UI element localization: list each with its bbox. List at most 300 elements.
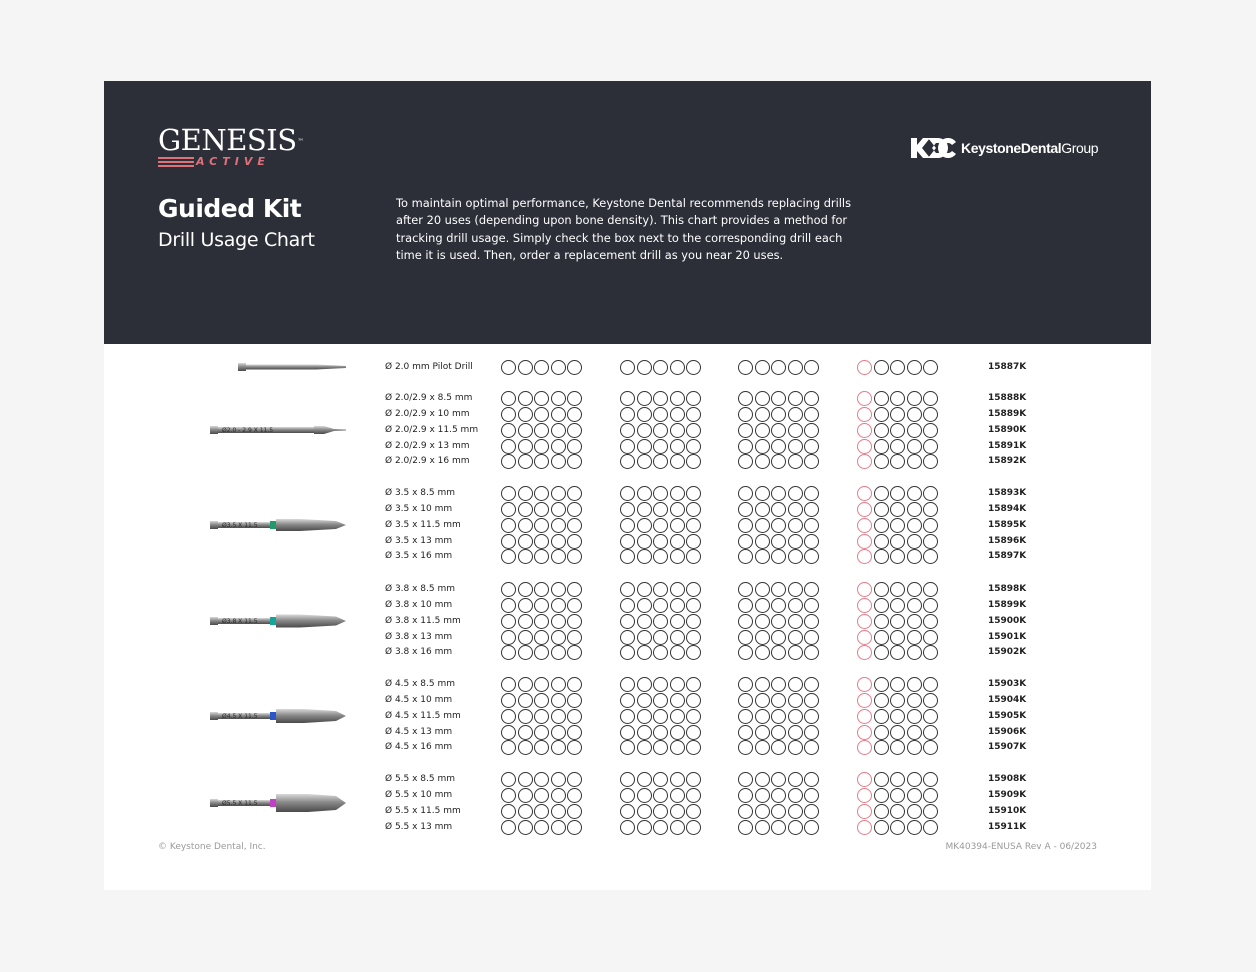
usage-checkbox[interactable] (907, 820, 922, 835)
usage-checkbox[interactable] (923, 788, 938, 803)
usage-checkbox[interactable] (923, 598, 938, 613)
usage-checkbox[interactable] (738, 391, 753, 406)
usage-checkbox[interactable] (653, 439, 668, 454)
usage-checkbox[interactable] (738, 407, 753, 422)
usage-checkbox[interactable] (637, 518, 652, 533)
usage-checkbox[interactable] (771, 439, 786, 454)
usage-checkbox[interactable] (857, 709, 872, 724)
usage-checkbox[interactable] (771, 486, 786, 501)
usage-checkbox[interactable] (686, 709, 701, 724)
usage-checkbox[interactable] (857, 740, 872, 755)
usage-checkbox[interactable] (637, 677, 652, 692)
usage-checkbox[interactable] (755, 423, 770, 438)
usage-checkbox[interactable] (857, 423, 872, 438)
usage-checkbox[interactable] (771, 772, 786, 787)
usage-checkbox[interactable] (501, 598, 516, 613)
usage-checkbox[interactable] (874, 772, 889, 787)
usage-checkbox[interactable] (755, 820, 770, 835)
usage-checkbox[interactable] (923, 614, 938, 629)
usage-checkbox[interactable] (788, 677, 803, 692)
usage-checkbox[interactable] (857, 582, 872, 597)
usage-checkbox[interactable] (907, 677, 922, 692)
usage-checkbox[interactable] (738, 693, 753, 708)
usage-checkbox[interactable] (923, 630, 938, 645)
usage-checkbox[interactable] (653, 502, 668, 517)
usage-checkbox[interactable] (907, 534, 922, 549)
usage-checkbox[interactable] (501, 740, 516, 755)
usage-checkbox[interactable] (874, 502, 889, 517)
usage-checkbox[interactable] (518, 598, 533, 613)
usage-checkbox[interactable] (670, 486, 685, 501)
usage-checkbox[interactable] (567, 740, 582, 755)
usage-checkbox[interactable] (620, 407, 635, 422)
usage-checkbox[interactable] (923, 709, 938, 724)
usage-checkbox[interactable] (890, 630, 905, 645)
usage-checkbox[interactable] (637, 630, 652, 645)
usage-checkbox[interactable] (890, 614, 905, 629)
usage-checkbox[interactable] (874, 549, 889, 564)
usage-checkbox[interactable] (874, 486, 889, 501)
usage-checkbox[interactable] (890, 439, 905, 454)
usage-checkbox[interactable] (771, 630, 786, 645)
usage-checkbox[interactable] (567, 582, 582, 597)
usage-checkbox[interactable] (738, 454, 753, 469)
usage-checkbox[interactable] (501, 614, 516, 629)
usage-checkbox[interactable] (923, 804, 938, 819)
usage-checkbox[interactable] (501, 439, 516, 454)
usage-checkbox[interactable] (755, 709, 770, 724)
usage-checkbox[interactable] (907, 518, 922, 533)
usage-checkbox[interactable] (518, 645, 533, 660)
usage-checkbox[interactable] (907, 454, 922, 469)
usage-checkbox[interactable] (686, 549, 701, 564)
usage-checkbox[interactable] (518, 630, 533, 645)
usage-checkbox[interactable] (551, 502, 566, 517)
usage-checkbox[interactable] (857, 645, 872, 660)
usage-checkbox[interactable] (804, 772, 819, 787)
usage-checkbox[interactable] (534, 423, 549, 438)
usage-checkbox[interactable] (686, 614, 701, 629)
usage-checkbox[interactable] (857, 439, 872, 454)
usage-checkbox[interactable] (738, 549, 753, 564)
usage-checkbox[interactable] (755, 645, 770, 660)
usage-checkbox[interactable] (788, 360, 803, 375)
usage-checkbox[interactable] (771, 423, 786, 438)
usage-checkbox[interactable] (923, 502, 938, 517)
usage-checkbox[interactable] (653, 598, 668, 613)
usage-checkbox[interactable] (567, 454, 582, 469)
usage-checkbox[interactable] (804, 486, 819, 501)
usage-checkbox[interactable] (857, 788, 872, 803)
usage-checkbox[interactable] (890, 693, 905, 708)
usage-checkbox[interactable] (907, 423, 922, 438)
usage-checkbox[interactable] (804, 614, 819, 629)
usage-checkbox[interactable] (551, 740, 566, 755)
usage-checkbox[interactable] (551, 804, 566, 819)
usage-checkbox[interactable] (804, 518, 819, 533)
usage-checkbox[interactable] (738, 709, 753, 724)
usage-checkbox[interactable] (755, 614, 770, 629)
usage-checkbox[interactable] (771, 549, 786, 564)
usage-checkbox[interactable] (653, 645, 668, 660)
usage-checkbox[interactable] (501, 582, 516, 597)
usage-checkbox[interactable] (551, 518, 566, 533)
usage-checkbox[interactable] (518, 693, 533, 708)
usage-checkbox[interactable] (620, 360, 635, 375)
usage-checkbox[interactable] (653, 518, 668, 533)
usage-checkbox[interactable] (788, 788, 803, 803)
usage-checkbox[interactable] (788, 423, 803, 438)
usage-checkbox[interactable] (771, 804, 786, 819)
usage-checkbox[interactable] (890, 598, 905, 613)
usage-checkbox[interactable] (501, 534, 516, 549)
usage-checkbox[interactable] (788, 391, 803, 406)
usage-checkbox[interactable] (637, 391, 652, 406)
usage-checkbox[interactable] (738, 677, 753, 692)
usage-checkbox[interactable] (923, 486, 938, 501)
usage-checkbox[interactable] (686, 518, 701, 533)
usage-checkbox[interactable] (804, 391, 819, 406)
usage-checkbox[interactable] (907, 486, 922, 501)
usage-checkbox[interactable] (804, 549, 819, 564)
usage-checkbox[interactable] (804, 709, 819, 724)
usage-checkbox[interactable] (923, 439, 938, 454)
usage-checkbox[interactable] (534, 614, 549, 629)
usage-checkbox[interactable] (551, 709, 566, 724)
usage-checkbox[interactable] (670, 549, 685, 564)
usage-checkbox[interactable] (788, 598, 803, 613)
usage-checkbox[interactable] (738, 439, 753, 454)
usage-checkbox[interactable] (907, 788, 922, 803)
usage-checkbox[interactable] (923, 582, 938, 597)
usage-checkbox[interactable] (653, 772, 668, 787)
usage-checkbox[interactable] (567, 772, 582, 787)
usage-checkbox[interactable] (686, 486, 701, 501)
usage-checkbox[interactable] (620, 502, 635, 517)
usage-checkbox[interactable] (534, 772, 549, 787)
usage-checkbox[interactable] (670, 693, 685, 708)
usage-checkbox[interactable] (874, 630, 889, 645)
usage-checkbox[interactable] (670, 677, 685, 692)
usage-checkbox[interactable] (788, 614, 803, 629)
usage-checkbox[interactable] (637, 407, 652, 422)
usage-checkbox[interactable] (670, 645, 685, 660)
usage-checkbox[interactable] (620, 709, 635, 724)
usage-checkbox[interactable] (788, 772, 803, 787)
usage-checkbox[interactable] (755, 439, 770, 454)
usage-checkbox[interactable] (637, 439, 652, 454)
usage-checkbox[interactable] (551, 725, 566, 740)
usage-checkbox[interactable] (738, 645, 753, 660)
usage-checkbox[interactable] (738, 598, 753, 613)
usage-checkbox[interactable] (534, 598, 549, 613)
usage-checkbox[interactable] (874, 518, 889, 533)
usage-checkbox[interactable] (890, 804, 905, 819)
usage-checkbox[interactable] (551, 820, 566, 835)
usage-checkbox[interactable] (620, 804, 635, 819)
usage-checkbox[interactable] (804, 630, 819, 645)
usage-checkbox[interactable] (567, 518, 582, 533)
usage-checkbox[interactable] (653, 788, 668, 803)
usage-checkbox[interactable] (637, 709, 652, 724)
usage-checkbox[interactable] (755, 582, 770, 597)
usage-checkbox[interactable] (501, 693, 516, 708)
usage-checkbox[interactable] (534, 725, 549, 740)
usage-checkbox[interactable] (534, 582, 549, 597)
usage-checkbox[interactable] (620, 439, 635, 454)
usage-checkbox[interactable] (890, 502, 905, 517)
usage-checkbox[interactable] (620, 598, 635, 613)
usage-checkbox[interactable] (804, 423, 819, 438)
usage-checkbox[interactable] (637, 534, 652, 549)
usage-checkbox[interactable] (551, 788, 566, 803)
usage-checkbox[interactable] (518, 423, 533, 438)
usage-checkbox[interactable] (874, 820, 889, 835)
usage-checkbox[interactable] (534, 549, 549, 564)
usage-checkbox[interactable] (534, 360, 549, 375)
usage-checkbox[interactable] (567, 502, 582, 517)
usage-checkbox[interactable] (907, 439, 922, 454)
usage-checkbox[interactable] (804, 677, 819, 692)
usage-checkbox[interactable] (637, 772, 652, 787)
usage-checkbox[interactable] (670, 534, 685, 549)
usage-checkbox[interactable] (923, 423, 938, 438)
usage-checkbox[interactable] (670, 407, 685, 422)
usage-checkbox[interactable] (771, 582, 786, 597)
usage-checkbox[interactable] (755, 804, 770, 819)
usage-checkbox[interactable] (518, 709, 533, 724)
usage-checkbox[interactable] (923, 391, 938, 406)
usage-checkbox[interactable] (874, 614, 889, 629)
usage-checkbox[interactable] (518, 677, 533, 692)
usage-checkbox[interactable] (857, 454, 872, 469)
usage-checkbox[interactable] (501, 645, 516, 660)
usage-checkbox[interactable] (620, 391, 635, 406)
usage-checkbox[interactable] (620, 454, 635, 469)
usage-checkbox[interactable] (534, 407, 549, 422)
usage-checkbox[interactable] (551, 549, 566, 564)
usage-checkbox[interactable] (788, 725, 803, 740)
usage-checkbox[interactable] (518, 439, 533, 454)
usage-checkbox[interactable] (620, 518, 635, 533)
usage-checkbox[interactable] (501, 677, 516, 692)
usage-checkbox[interactable] (501, 725, 516, 740)
usage-checkbox[interactable] (874, 740, 889, 755)
usage-checkbox[interactable] (755, 391, 770, 406)
usage-checkbox[interactable] (923, 725, 938, 740)
usage-checkbox[interactable] (534, 693, 549, 708)
usage-checkbox[interactable] (518, 534, 533, 549)
usage-checkbox[interactable] (874, 391, 889, 406)
usage-checkbox[interactable] (755, 518, 770, 533)
usage-checkbox[interactable] (551, 407, 566, 422)
usage-checkbox[interactable] (857, 598, 872, 613)
usage-checkbox[interactable] (788, 820, 803, 835)
usage-checkbox[interactable] (923, 772, 938, 787)
usage-checkbox[interactable] (907, 360, 922, 375)
usage-checkbox[interactable] (738, 788, 753, 803)
usage-checkbox[interactable] (653, 677, 668, 692)
usage-checkbox[interactable] (686, 439, 701, 454)
usage-checkbox[interactable] (620, 788, 635, 803)
usage-checkbox[interactable] (755, 725, 770, 740)
usage-checkbox[interactable] (670, 360, 685, 375)
usage-checkbox[interactable] (670, 598, 685, 613)
usage-checkbox[interactable] (501, 391, 516, 406)
usage-checkbox[interactable] (890, 486, 905, 501)
usage-checkbox[interactable] (637, 693, 652, 708)
usage-checkbox[interactable] (551, 614, 566, 629)
usage-checkbox[interactable] (637, 454, 652, 469)
usage-checkbox[interactable] (567, 423, 582, 438)
usage-checkbox[interactable] (923, 518, 938, 533)
usage-checkbox[interactable] (551, 391, 566, 406)
usage-checkbox[interactable] (637, 582, 652, 597)
usage-checkbox[interactable] (653, 360, 668, 375)
usage-checkbox[interactable] (804, 598, 819, 613)
usage-checkbox[interactable] (857, 820, 872, 835)
usage-checkbox[interactable] (620, 772, 635, 787)
usage-checkbox[interactable] (653, 549, 668, 564)
usage-checkbox[interactable] (907, 502, 922, 517)
usage-checkbox[interactable] (907, 582, 922, 597)
usage-checkbox[interactable] (804, 740, 819, 755)
usage-checkbox[interactable] (567, 486, 582, 501)
usage-checkbox[interactable] (534, 645, 549, 660)
usage-checkbox[interactable] (857, 486, 872, 501)
usage-checkbox[interactable] (653, 693, 668, 708)
usage-checkbox[interactable] (567, 407, 582, 422)
usage-checkbox[interactable] (534, 454, 549, 469)
usage-checkbox[interactable] (551, 693, 566, 708)
usage-checkbox[interactable] (738, 582, 753, 597)
usage-checkbox[interactable] (907, 725, 922, 740)
usage-checkbox[interactable] (771, 677, 786, 692)
usage-checkbox[interactable] (653, 391, 668, 406)
usage-checkbox[interactable] (874, 407, 889, 422)
usage-checkbox[interactable] (771, 725, 786, 740)
usage-checkbox[interactable] (686, 693, 701, 708)
usage-checkbox[interactable] (788, 534, 803, 549)
usage-checkbox[interactable] (653, 486, 668, 501)
usage-checkbox[interactable] (788, 693, 803, 708)
usage-checkbox[interactable] (771, 645, 786, 660)
usage-checkbox[interactable] (551, 423, 566, 438)
usage-checkbox[interactable] (771, 360, 786, 375)
usage-checkbox[interactable] (534, 740, 549, 755)
usage-checkbox[interactable] (890, 820, 905, 835)
usage-checkbox[interactable] (567, 630, 582, 645)
usage-checkbox[interactable] (567, 549, 582, 564)
usage-checkbox[interactable] (788, 709, 803, 724)
usage-checkbox[interactable] (653, 820, 668, 835)
usage-checkbox[interactable] (771, 598, 786, 613)
usage-checkbox[interactable] (874, 788, 889, 803)
usage-checkbox[interactable] (755, 677, 770, 692)
usage-checkbox[interactable] (755, 534, 770, 549)
usage-checkbox[interactable] (788, 439, 803, 454)
usage-checkbox[interactable] (923, 677, 938, 692)
usage-checkbox[interactable] (551, 534, 566, 549)
usage-checkbox[interactable] (620, 820, 635, 835)
usage-checkbox[interactable] (771, 693, 786, 708)
usage-checkbox[interactable] (620, 534, 635, 549)
usage-checkbox[interactable] (501, 454, 516, 469)
usage-checkbox[interactable] (567, 677, 582, 692)
usage-checkbox[interactable] (738, 614, 753, 629)
usage-checkbox[interactable] (620, 549, 635, 564)
usage-checkbox[interactable] (670, 820, 685, 835)
usage-checkbox[interactable] (907, 709, 922, 724)
usage-checkbox[interactable] (653, 630, 668, 645)
usage-checkbox[interactable] (771, 709, 786, 724)
usage-checkbox[interactable] (755, 502, 770, 517)
usage-checkbox[interactable] (907, 598, 922, 613)
usage-checkbox[interactable] (670, 725, 685, 740)
usage-checkbox[interactable] (755, 454, 770, 469)
usage-checkbox[interactable] (637, 423, 652, 438)
usage-checkbox[interactable] (874, 725, 889, 740)
usage-checkbox[interactable] (804, 725, 819, 740)
usage-checkbox[interactable] (738, 772, 753, 787)
usage-checkbox[interactable] (551, 677, 566, 692)
usage-checkbox[interactable] (804, 582, 819, 597)
usage-checkbox[interactable] (501, 820, 516, 835)
usage-checkbox[interactable] (567, 645, 582, 660)
usage-checkbox[interactable] (874, 582, 889, 597)
usage-checkbox[interactable] (637, 725, 652, 740)
usage-checkbox[interactable] (686, 772, 701, 787)
usage-checkbox[interactable] (923, 454, 938, 469)
usage-checkbox[interactable] (686, 423, 701, 438)
usage-checkbox[interactable] (670, 439, 685, 454)
usage-checkbox[interactable] (890, 582, 905, 597)
usage-checkbox[interactable] (501, 486, 516, 501)
usage-checkbox[interactable] (518, 549, 533, 564)
usage-checkbox[interactable] (518, 407, 533, 422)
usage-checkbox[interactable] (755, 549, 770, 564)
usage-checkbox[interactable] (567, 788, 582, 803)
usage-checkbox[interactable] (738, 486, 753, 501)
usage-checkbox[interactable] (923, 820, 938, 835)
usage-checkbox[interactable] (637, 788, 652, 803)
usage-checkbox[interactable] (857, 549, 872, 564)
usage-checkbox[interactable] (686, 740, 701, 755)
usage-checkbox[interactable] (686, 534, 701, 549)
usage-checkbox[interactable] (771, 391, 786, 406)
usage-checkbox[interactable] (907, 391, 922, 406)
usage-checkbox[interactable] (890, 740, 905, 755)
usage-checkbox[interactable] (755, 598, 770, 613)
usage-checkbox[interactable] (907, 614, 922, 629)
usage-checkbox[interactable] (788, 454, 803, 469)
usage-checkbox[interactable] (890, 454, 905, 469)
usage-checkbox[interactable] (567, 820, 582, 835)
usage-checkbox[interactable] (771, 534, 786, 549)
usage-checkbox[interactable] (551, 360, 566, 375)
usage-checkbox[interactable] (804, 534, 819, 549)
usage-checkbox[interactable] (890, 772, 905, 787)
usage-checkbox[interactable] (857, 502, 872, 517)
usage-checkbox[interactable] (551, 454, 566, 469)
usage-checkbox[interactable] (637, 502, 652, 517)
usage-checkbox[interactable] (518, 502, 533, 517)
usage-checkbox[interactable] (686, 582, 701, 597)
usage-checkbox[interactable] (567, 693, 582, 708)
usage-checkbox[interactable] (686, 804, 701, 819)
usage-checkbox[interactable] (771, 518, 786, 533)
usage-checkbox[interactable] (670, 582, 685, 597)
